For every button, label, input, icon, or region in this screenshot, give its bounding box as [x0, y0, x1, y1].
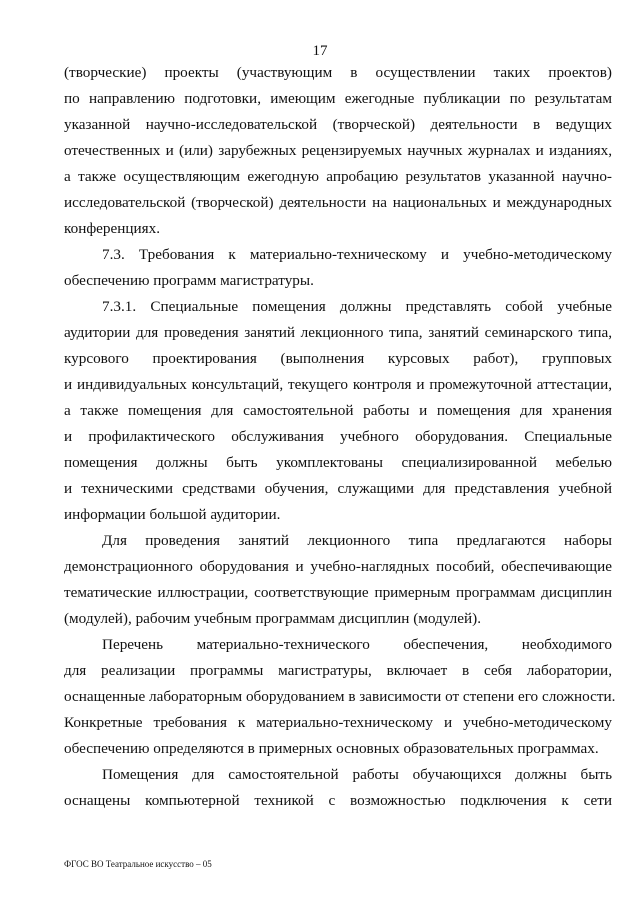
- text-line: отечественных и (или) зарубежных рецензируемых научных журналах и изданиях,: [64, 142, 612, 159]
- text-line: аудитории для проведения занятий лекционного типа, занятий семинарского типа,: [64, 324, 612, 341]
- text-line: Для проведения занятий лекционного типа предлагаются наборы: [102, 532, 612, 549]
- text-line: Помещения для самостоятельной работы обучающихся должны быть: [102, 766, 612, 783]
- document-body: [64, 60, 616, 814]
- paragraph-self-study-rooms: [64, 762, 612, 814]
- text-line: 7.3.1. Специальные помещения должны представлять собой учебные: [102, 298, 612, 315]
- text-line: и индивидуальных консультаций, текущего контроля и промежуточной аттестации,: [64, 376, 612, 393]
- text-line: и техническими средствами обучения, служащими для представления учебной: [64, 480, 612, 497]
- text-line: а также осуществляющим ежегодную апробацию результатов указанной научно-: [64, 168, 612, 185]
- text-line: (творческие) проекты (участвующим в осуществлении таких проектов): [64, 64, 612, 81]
- text-line: указанной научно-исследовательской (творческой) деятельности в ведущих: [64, 116, 612, 133]
- text-line: тематические иллюстрации, соответствующие примерным программам дисциплин: [64, 584, 612, 601]
- text-line: демонстрационного оборудования и учебно-наглядных пособий, обеспечивающие: [64, 558, 612, 575]
- text-line: Конкретные требования к материально-техническому и учебно-методическому: [64, 714, 612, 731]
- paragraph-lecture-equipment: [64, 528, 612, 632]
- paragraph-section-7-3: [64, 242, 612, 294]
- text-line: обеспечению определяются в примерных основных образовательных программах.: [64, 740, 599, 757]
- text-line: а также помещения для самостоятельной работы и помещения для хранения: [64, 402, 612, 419]
- text-line: Перечень материально-технического обеспечения, необходимого: [102, 636, 612, 653]
- paragraph-material-list: [64, 632, 616, 762]
- text-line: и профилактического обслуживания учебного оборудования. Специальные: [64, 428, 612, 445]
- text-line: курсового проектирования (выполнения курсовых работ), групповых: [64, 350, 612, 367]
- text-line: обеспечению программ магистратуры.: [64, 272, 314, 289]
- text-line: оснащены компьютерной техникой с возможностью подключения к сети: [64, 792, 612, 809]
- text-line: по направлению подготовки, имеющим ежегодные публикации по результатам: [64, 90, 612, 107]
- text-line: 7.3. Требования к материально-техническому и учебно-методическому: [102, 246, 612, 263]
- text-line: (модулей), рабочим учебным программам дисциплин (модулей).: [64, 610, 481, 627]
- text-line: помещения должны быть укомплектованы специализированной мебелью: [64, 454, 612, 471]
- paragraph-section-7-3-1: [64, 294, 612, 528]
- text-line: для реализации программы магистратуры, включает в себя лаборатории,: [64, 662, 612, 679]
- page-number: 17: [312, 43, 328, 59]
- text-line: оснащенные лабораторным оборудованием в зависимости от степени его сложности.: [64, 688, 616, 705]
- text-line: исследовательской (творческой) деятельности на национальных и международных: [64, 194, 612, 211]
- text-line: конференциях.: [64, 220, 161, 237]
- page-footer: ФГОС ВО Театральное искусство – 05: [64, 859, 212, 869]
- text-line: информации большой аудитории.: [64, 506, 281, 523]
- paragraph-faculty-publications: [64, 60, 612, 242]
